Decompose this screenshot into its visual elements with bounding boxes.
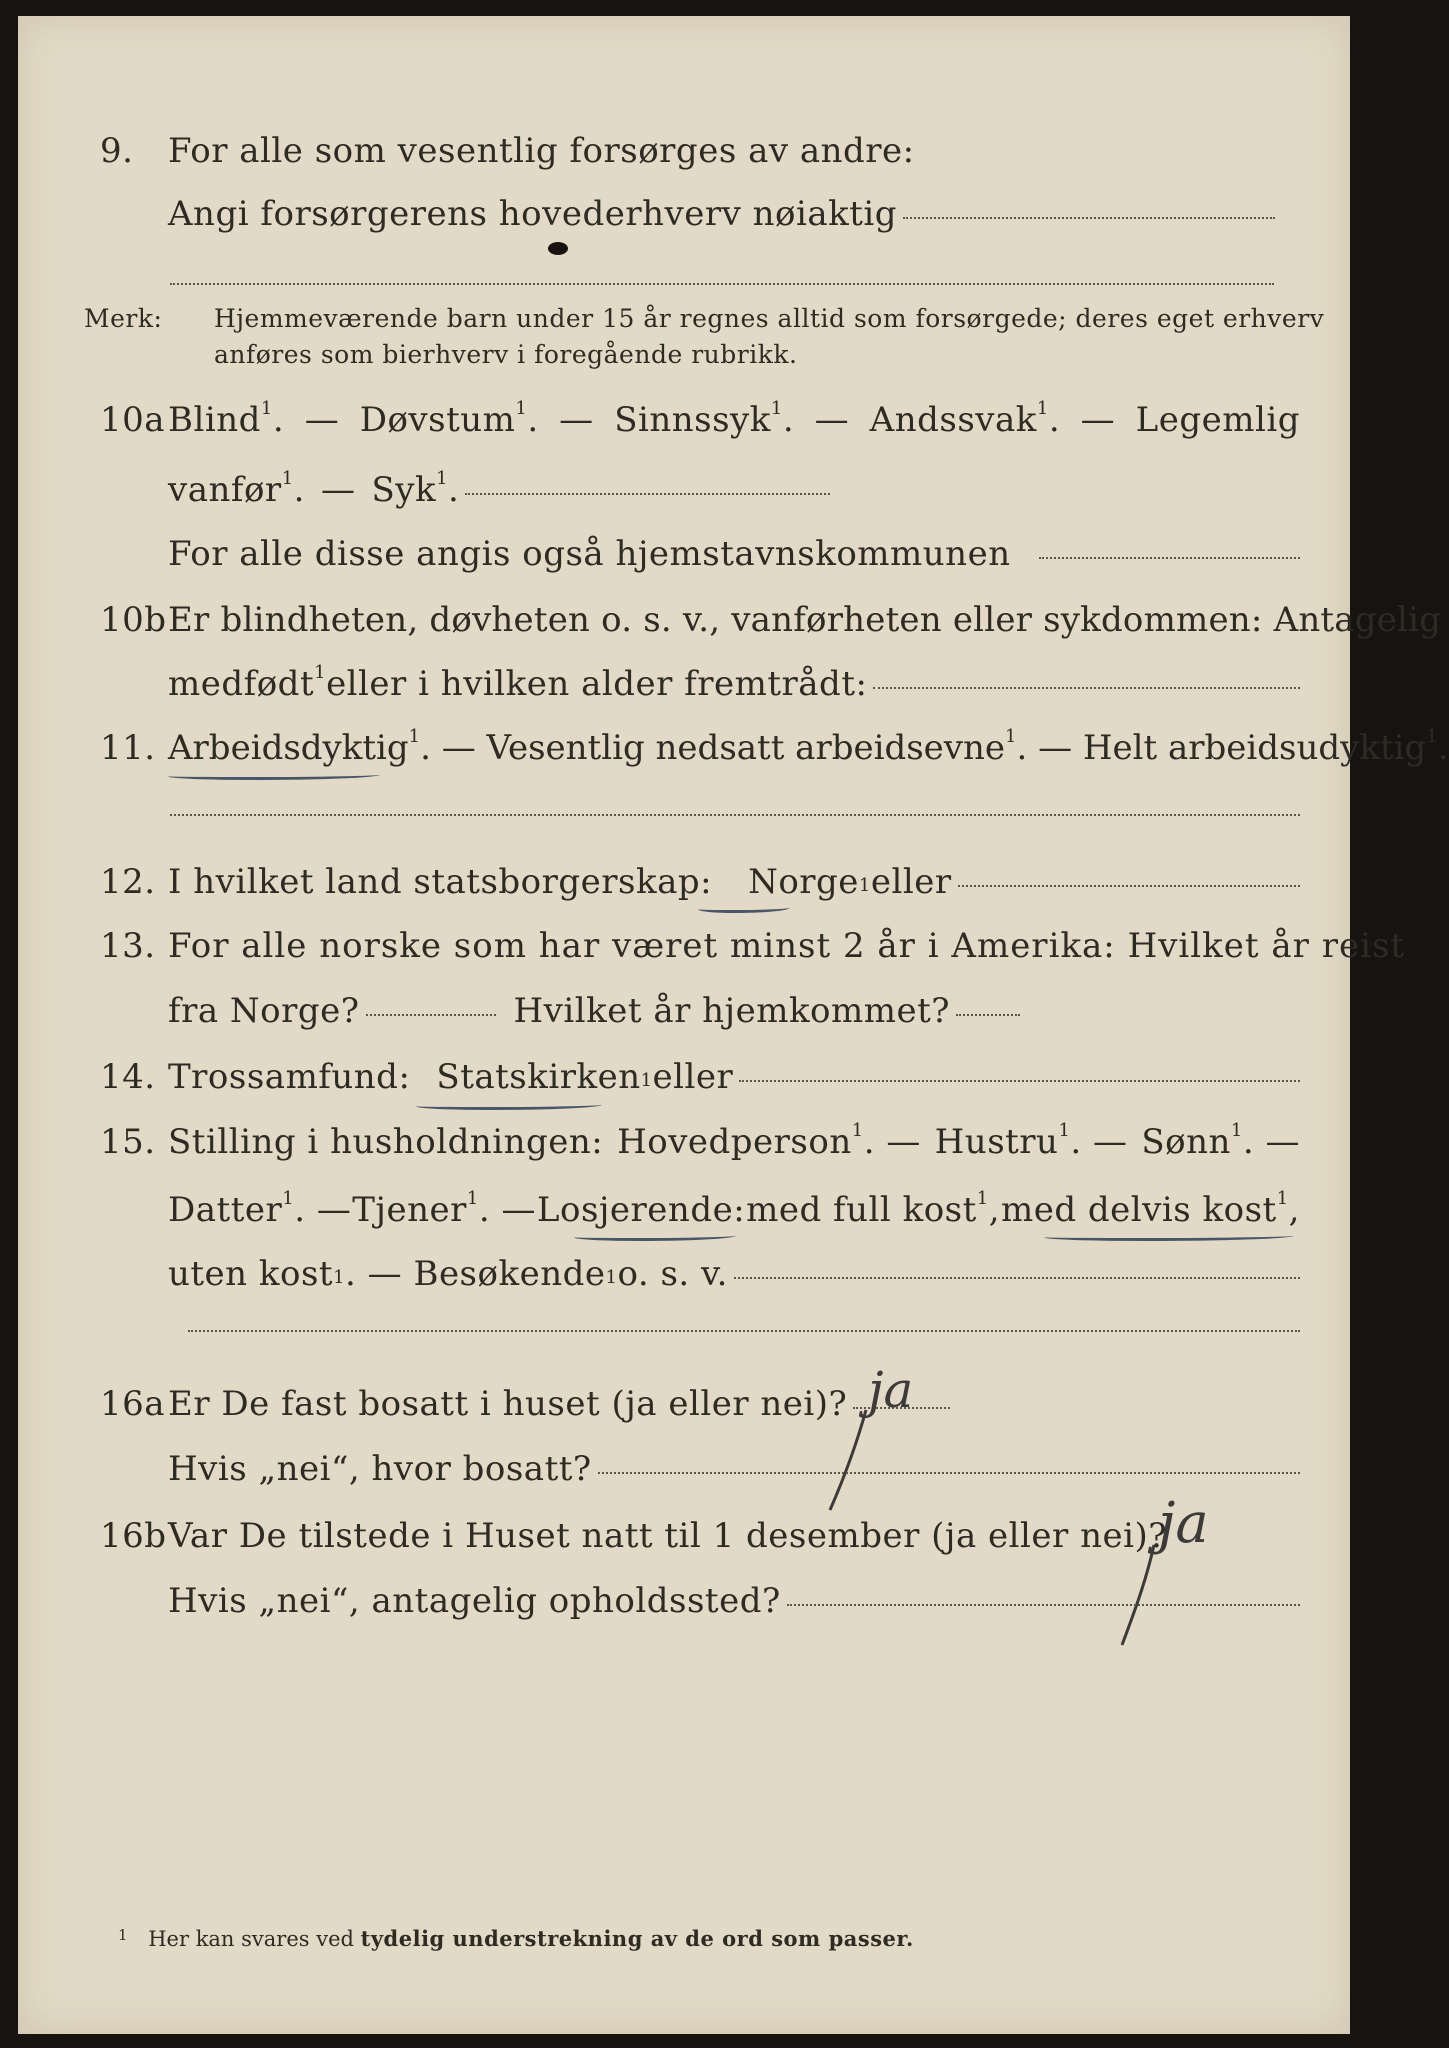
question-text: For alle disse angis også hjemstavnskommunen — [168, 534, 1011, 574]
census-form-page: 9. For alle som vesentlig forsørges av andre: Angi forsørgerens hovederhverv nøiaktig Merk: Hjemmeværende barn under 15 år regnes alltid som forsørgede; deres eget erhverv anføres som bierhverv i foregående rubrikk. 10a Blind$^1$. — Døvstum$^1$. — Sinnssyk$^1$. — Andssvak$^1$. — Legemlig vanfør$^1$. — Syk$^1$. For alle disse angis også hjemstavnskommunen 10b Er blindheten, døvheten o. s. v., vanførheten eller sykdommen: Antagelig medfødt$^1$ eller i hvilken alder fremtrådt: 11. Arbeidsdyktig$^1$. — Vesentlig nedsatt arbeidsevne$^1$. — Helt arbeidsudyktig$^1$. 12. I hvilket land statsborgerskap: Norge $^1$ eller 13. For alle norske som har været minst 2 år i Amerika: Hvilket år reist fra Norge? Hvilket år hjemkommet? 14. Trossamfund: Statskirken $^1$ eller 15. Stilling i husholdningen: Hovedperson$^1$. — Hustru$^1$. — Sønn$^1$. — Datter$^1$. — Tjener$^1$. — Losjerende: med full kost$^1$, med delvis kost$^1$, uten kost $^1$ . — Besøkende $^1$ o. s. v. 16a Er De fast bosatt i huset (ja eller nei)? ja Hvis „nei“, hvor bosatt? 16b Var De tilstede i Huset natt til 1 desember (ja eller nei)? ja Hvis „nei“, antagelig opholdssted? $^1$ Her kan svares ved tydelig understrekning av de ord som passer. — [18, 16, 1350, 2034]
handwritten-answer: ja — [868, 1361, 914, 1419]
option-tjener: Tjener$^1$. — — [352, 1188, 536, 1230]
answer-line — [188, 1330, 1300, 1332]
option-losjerende: Losjerende: — [536, 1190, 746, 1230]
footnote-bold-text: tydelig understrekning av de ord som passer. — [360, 1926, 914, 1951]
answer-line — [903, 217, 1275, 219]
footnote — [118, 1926, 914, 1951]
question-number: 9. — [100, 131, 134, 171]
answer-line — [787, 1604, 1300, 1606]
question-text: Er De fast bosatt i huset (ja eller nei)? — [168, 1384, 848, 1424]
note-text: anføres som bierhverv i foregående rubrikk. — [214, 340, 798, 369]
question-text: Hvis „nei“, antagelig opholdssted? — [168, 1581, 781, 1621]
option-full-kost: med full kost$^1$, — [746, 1188, 1001, 1230]
answer-line — [956, 1014, 1020, 1016]
question-text: eller i hvilken alder fremtrådt: — [326, 664, 868, 704]
option-hovedperson: Hovedperson$^1$. — — [617, 1120, 921, 1162]
question-text: I hvilket land statsborgerskap: — [168, 862, 713, 902]
question-text: For alle som vesentlig forsørges av andre: — [168, 131, 915, 171]
option-andssvak: Andssvak$^1$. — [869, 398, 1061, 440]
option-uten-kost: uten kost — [168, 1254, 334, 1294]
answer-line — [366, 1014, 496, 1016]
handwritten-answer: ja — [1158, 1491, 1209, 1556]
question-number: 10b — [100, 600, 167, 640]
option-besokende: . — Besøkende — [345, 1254, 606, 1294]
note-text: Hjemmeværende barn under 15 år regnes alltid som forsørgede; deres eget erhverv — [214, 304, 1325, 333]
ink-blot — [548, 242, 568, 255]
question-text: Er blindheten, døvheten o. s. v., vanførheten eller sykdommen: Antagelig — [168, 600, 1442, 640]
handwritten-underline — [698, 904, 790, 913]
question-number: 14. — [100, 1057, 156, 1097]
footnote-mark: 1 — [118, 1926, 128, 1944]
option-nedsatt-arbeidsevne: . — Vesentlig nedsatt arbeidsevne — [420, 728, 1006, 768]
answer-line — [465, 493, 830, 495]
question-number: 10a — [100, 400, 166, 440]
option-hustru: Hustru$^1$. — — [934, 1120, 1128, 1162]
answer-line — [873, 687, 1300, 689]
answer-line — [598, 1472, 1300, 1474]
question-number: 11. — [100, 728, 156, 768]
question-text: For alle norske som har været minst 2 år i Amerika: Hvilket år reist — [168, 926, 1406, 966]
option-dovstum: Døvstum$^1$. — [359, 398, 539, 440]
option-blind: Blind$^1$. — [168, 398, 285, 440]
question-text: Hvis „nei“, hvor bosatt? — [168, 1449, 592, 1489]
question-number: 16a — [100, 1384, 166, 1424]
handwritten-underline — [1044, 1232, 1294, 1241]
answer-line — [170, 283, 1274, 285]
handwritten-underline — [168, 771, 380, 780]
option-statskirken: Statskirken — [436, 1057, 641, 1097]
option-delvis-kost: med delvis kost$^1$, — [1000, 1188, 1300, 1230]
question-text: Var De tilstede i Huset natt til 1 desember (ja eller nei)? — [168, 1516, 1167, 1556]
answer-line — [170, 814, 1300, 816]
answer-line — [958, 885, 1300, 887]
option-syk: Syk$^1$. — [371, 468, 460, 510]
question-number: 12. — [100, 862, 156, 902]
question-text: fra Norge? — [168, 991, 360, 1031]
option-medfodt: medfødt$^1$ — [168, 662, 327, 704]
answer-line — [1039, 557, 1300, 559]
option-sinnssyk: Sinnssyk$^1$. — [614, 398, 795, 440]
answer-line — [739, 1080, 1300, 1082]
option-legemlig: Legemlig — [1135, 400, 1300, 440]
handwritten-underline — [574, 1232, 736, 1241]
question-text: Trossamfund: — [168, 1057, 411, 1097]
question-text: Hvilket år hjemkommet? — [513, 991, 951, 1031]
question-number: 13. — [100, 926, 156, 966]
footnote-text: Her kan svares ved — [148, 1927, 354, 1951]
option-norge: Norge — [748, 862, 859, 902]
option-vanfor: vanfør$^1$. — [168, 468, 305, 510]
note-label: Merk: — [84, 304, 163, 333]
question-number: 15. — [100, 1122, 156, 1162]
question-text: Angi forsørgerens hovederhverv nøiaktig — [168, 194, 898, 234]
question-number: 16b — [100, 1516, 167, 1556]
option-arbeidsudyktig: . — Helt arbeidsudyktig — [1016, 728, 1427, 768]
handwritten-underline — [416, 1101, 602, 1110]
answer-line — [734, 1277, 1300, 1279]
option-arbeidsdyktig: Arbeidsdyktig — [168, 728, 409, 768]
option-datter: Datter$^1$. — — [168, 1188, 352, 1230]
option-sonn: Sønn$^1$. — — [1141, 1120, 1300, 1162]
